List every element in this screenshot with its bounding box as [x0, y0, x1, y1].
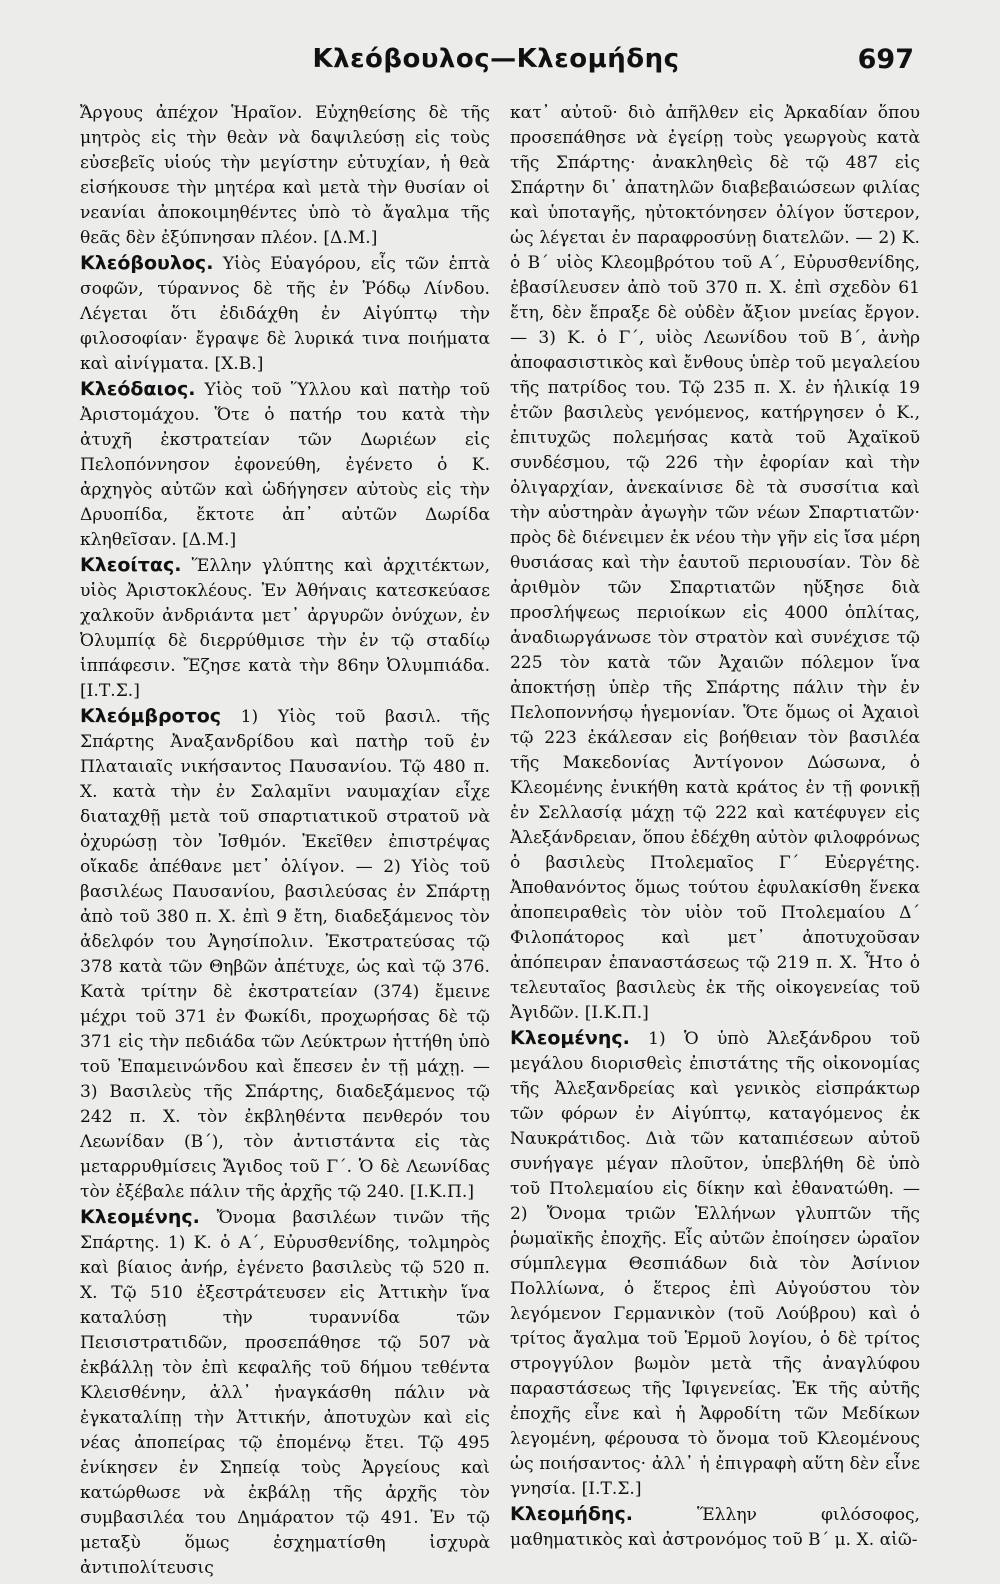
entry — [80, 1205, 490, 1581]
entry-text: Υἱὸς τοῦ Ὕλλου καὶ πατὴρ τοῦ Ἀριστομάχου. Ὅτε ὁ πατήρ του κατὰ τὴν ἀτυχῆ ἐκστρατείαν τῶν Δωριέων εἰς Πελοπόννησον ἐφονεύθη, ἐγένετο ὁ Κ. ἀρχηγὸς αὐτῶν καὶ ὡδήγησεν αὐτοὺς εἰς τὴν Δρυοπίδα, ἔκτοτε ἀπ᾽ αὐτῶν Δωρίδα κληθεῖσαν. [Δ.Μ.] — [80, 380, 490, 550]
entry-text: 1) Ὁ ὑπὸ Ἀλεξάνδρου τοῦ μεγάλου διορισθεὶς ἐπιστάτης τῆς οἰκονομίας τῆς Ἀλεξανδρείας καὶ γενικὸς εἰσπράκτωρ τῶν φόρων ἐν Αἰγύπτῳ, καταγόμενος ἐκ Ναυκράτιδος. Διὰ τῶν καταπιέσεων αὐτοῦ συνήγαγε μέγαν πλοῦτον, ὑπεβλήθη δὲ ὑπὸ τοῦ Πτολεμαίου εἰς δίκην καὶ ἐθανατώθη. — 2) Ὄνομα τριῶν Ἑλλήνων γλυπτῶν τῆς ῥωμαϊκῆς ἐποχῆς. Εἷς αὐτῶν ἐποίησεν ὡραῖον σύμπλεγμα Θεσπιάδων διὰ τὸν Ἀσίνιον Πολλίωνα, ὁ ἕτερος ἐπὶ Αὐγούστου τὸν λεγόμενον Γερμανικὸν (τοῦ Λούβρου) καὶ ὁ τρίτος ἄγαλμα τοῦ Ἑρμοῦ λογίου, ὁ δὲ τρίτος στρογγύλον βωμὸν μετὰ τῆς ἀναγλύφου παραστάσεως τῆς Ἰφιγενείας. Ἐκ τῆς αὐτῆς ἐποχῆς εἶνε καὶ ἡ Ἀφροδίτη τῶν Μεδίκων λεγομένη, φέρουσα τὸ ὄνομα τοῦ Κλεομένους ὡς ποιήσαντος· ἀλλ᾽ ἡ ἐπιγραφὴ αὕτη δὲν εἶνε γνησία. [Ι.Τ.Σ.] — [510, 1029, 920, 1499]
entry-text: Ὄνομα βασιλέων τινῶν τῆς Σπάρτης. 1) Κ. ὁ Α΄, Εὐρυσθενίδης, τολμηρὸς καὶ βίαιος ἀνήρ, ἐγένετο βασιλεὺς τῷ 520 π. Χ. Τῷ 510 ἐξεστράτευσεν εἰς Ἀττικὴν ἵνα καταλύσῃ τὴν τυραννίδα τῶν Πεισιστρατιδῶν, προσεπάθησε τῷ 507 νὰ ἐκβάλλῃ τὸν ἐπὶ κεφαλῆς τοῦ δήμου τεθέντα Κλεισθένην, ἀλλ᾽ ἠναγκάσθη πάλιν νὰ ἐγκαταλίπῃ τὴν Ἀττικήν, ἀποτυχὼν καὶ εἰς νέας ἀποπείρας τῷ ἐπομένῳ ἔτει. Τῷ 495 ἐνίκησεν ἐν Σηπείᾳ τοὺς Ἀργείους καὶ κατώρθωσε νὰ ἐκβάλῃ τῆς ἀρχῆς τὸν συμβασιλέα του Δημάρατον τῷ 491. Ἐν τῷ μεταξὺ ὅμως ἐσχηματίσθη ἰσχυρὰ ἀντιπολίτευσις — [80, 1208, 490, 1578]
entry-headword: Κλεομένης. — [80, 1206, 200, 1228]
entry-text: Ἄργους ἀπέχον Ἡραῖον. Εὐχηθείσης δὲ τῆς μητρὸς εἰς τὴν θεὰν νὰ δαψιλεύσῃ εἰς τοὺς εὐσεβεῖς υἱούς τὴν μεγίστην εὐτυχίαν, ἡ θεὰ εἰσήκουσε τὴν μητέρα καὶ μετὰ τὴν θυσίαν οἱ νεανίαι ἀποκοιμηθέντες ὑπὸ τὸ ἄγαλμα τῆς θεᾶς δὲν ἐξύπνησαν πλέον. [Δ.Μ.] — [80, 103, 490, 248]
entry — [80, 377, 490, 553]
entry-text: Ἕλλην φιλόσοφος, μαθηματικὸς καὶ ἀστρονόμος τοῦ Β΄ μ. Χ. αἰῶ- — [510, 1505, 920, 1550]
entry-headword: Κλεομήδης. — [510, 1503, 633, 1525]
page-header — [78, 44, 914, 84]
entry-headword: Κλεόδαιος. — [80, 378, 196, 400]
running-head: Κλεόβουλος—Κλεομήδης — [312, 44, 680, 74]
page-number: 697 — [857, 44, 914, 75]
entry-continuation — [510, 101, 920, 1026]
entry-text: κατ᾽ αὐτοῦ· διὸ ἀπῆλθεν εἰς Ἀρκαδίαν ὅπου προσεπάθησε νὰ ἐγείρῃ τοὺς γεωργοὺς κατὰ τῆς Σπάρτης· ἀνακληθεὶς δὲ τῷ 487 εἰς Σπάρτην δι᾽ ἀπατηλῶν διαβεβαιώσεων φιλίας καὶ ὑποταγῆς, ηὐτοκτόνησεν ὀλίγον ὕστερον, ὡς λέγεται ἐν παραφροσύνῃ διατελῶν. — 2) Κ. ὁ Β΄ υἱὸς Κλεομβρότου τοῦ Α΄, Εὐρυσθενίδης, ἐβασίλευσεν ἀπὸ τοῦ 370 π. Χ. ἐπὶ σχεδὸν 61 ἔτη, δὲν ἔπραξε δὲ οὐδὲν ἄξιον μνείας ἔργον. — 3) Κ. ὁ Γ΄, υἱὸς Λεωνίδου τοῦ Β΄, ἀνὴρ ἀποφασιστικὸς καὶ ἔνθους ὑπὲρ τοῦ μεγαλείου τῆς πατρίδος του. Τῷ 235 π. Χ. ἐν ἡλικίᾳ 19 ἐτῶν βασιλεὺς γενόμενος, κατήργησεν ὁ Κ., ἐπιτυχῶς πολεμήσας κατὰ τοῦ Ἀχαϊκοῦ συνδέσμου, τῷ 226 τὴν ἐφορίαν καὶ τὴν ὀλιγαρχίαν, ἀνεκαίνισε δὲ τὰ συσσίτια καὶ τὴν αὐστηρὰν ἀγωγὴν τῶν νέων Σπαρτιατῶν· πρὸς δὲ διένειμεν ἐκ νέου τὴν γῆν εἰς ἴσα μέρη θυσιάσας καὶ τὴν ἑαυτοῦ περιουσίαν. Τὸν δὲ ἀριθμὸν τῶν Σπαρτιατῶν ηὔξησε διὰ προσλήψεως περιοίκων εἰς 4000 ὁπλίτας, ἀναδιωργάνωσε τὸν στρατὸν καὶ συνέχισε τῷ 225 τὸν κατὰ τῶν Ἀχαιῶν πόλεμον ἵνα ἀποκτήσῃ ὑπὲρ τῆς Σπάρτης πάλιν τὴν ἐν Πελοποννήσῳ ἡγεμονίαν. Ὅτε ὅμως οἱ Ἀχαιοὶ τῷ 223 ἐκάλεσαν εἰς βοήθειαν τὸν βασιλέα τῆς Μακεδονίας Ἀντίγονον Δώσωνα, ὁ Κλεομένης ἐνικήθη κατὰ κράτος ἐν τῇ φονικῇ ἐν Σελλασίᾳ μάχῃ τῷ 222 καὶ κατέφυγεν εἰς Ἀλεξάνδρειαν, ὅπου ἐδέχθη αὐτὸν φιλοφρόνως ὁ βασιλεὺς Πτολεμαῖος Γ΄ Εὐεργέτης. Ἀποθανόντος ὅμως τούτου ἐφυλακίσθη ἕνεκα ἀποπειραθεὶς τὸν υἱὸν τοῦ Πτολεμαίου Δ΄ Φιλοπάτορος καὶ μετ᾽ ἀποτυχοῦσαν ἀπόπειραν ἐπαναστάσεως τῷ 219 π. Χ. Ἦτο ὁ τελευταῖος βασιλεὺς ἐκ τῆς οἰκογενείας τοῦ Ἀγιδῶν. [Ι.Κ.Π.] — [510, 103, 920, 1023]
entry — [80, 553, 490, 704]
entry — [510, 1026, 920, 1502]
entry-headword: Κλεόβουλος. — [80, 252, 214, 274]
entry-text: Υἱὸς Εὐαγόρου, εἷς τῶν ἑπτὰ σοφῶν, τύραννος δὲ τῆς ἐν Ῥόδῳ Λίνδου. Λέγεται ὅτι ἐδιδάχθη ἐν Αἰγύπτῳ τὴν φιλοσοφίαν· ἔγραψε δὲ λυρικά τινα ποιήματα καὶ αἰνίγματα. [Χ.Β.] — [80, 254, 490, 374]
entry — [80, 704, 490, 1205]
entry-text: Ἕλλην γλύπτης καὶ ἀρχιτέκτων, υἱὸς Ἀριστοκλέους. Ἐν Ἀθήναις κατεσκεύασε χαλκοῦν ἀνδριάντα μετ᾽ ἀργυρῶν ὀνύχων, ἐν Ὀλυμπίᾳ δὲ διερρύθμισε τὴν ἐν τῷ σταδίῳ ἱππάφεσιν. Ἔζησε κατὰ τὴν 86ην Ὀλυμπιάδα. [Ι.Τ.Σ.] — [80, 556, 490, 701]
left-column — [80, 101, 490, 1581]
entry-headword: Κλεομένης. — [510, 1027, 630, 1049]
right-column — [510, 101, 920, 1553]
entry — [510, 1502, 920, 1553]
entry-headword: Κλεόμβροτος — [80, 705, 222, 727]
entry-headword: Κλεοίτας. — [80, 554, 182, 576]
entry-text: 1) Υἱὸς τοῦ βασιλ. τῆς Σπάρτης Ἀναξανδρίδου καὶ πατὴρ τοῦ ἐν Πλαταιαῖς νικήσαντος Παυσανίου. Τῷ 480 π. Χ. κατὰ τὴν ἐν Σαλαμῖνι ναυμαχίαν εἶχε διαταχθῇ μετὰ τοῦ σπαρτιατικοῦ στρατοῦ νὰ ὀχυρώσῃ τὸν Ἰσθμόν. Ἐκεῖθεν ἐπιστρέψας οἴκαδε ἀπέθανε μετ᾽ ὀλίγον. — 2) Υἱὸς τοῦ βασιλέως Παυσανίου, βασιλεύσας ἐν Σπάρτῃ ἀπὸ τοῦ 380 π. Χ. ἐπὶ 9 ἔτη, διαδεξάμενος τὸν ἀδελφόν του Ἀγησίπολιν. Ἐκστρατεύσας τῷ 378 κατὰ τῶν Θηβῶν ἀπέτυχε, ὡς καὶ τῷ 376. Κατὰ τρίτην δὲ ἐκστρατείαν (374) ἔμεινε μέχρι τοῦ 371 ἐν Φωκίδι, προχωρήσας δὲ τῷ 371 εἰς τὴν πεδιάδα τῶν Λεύκτρων ἡττήθη ὑπὸ τοῦ Ἐπαμεινώνδου καὶ ἔπεσεν ἐν τῇ μάχῃ. — 3) Βασιλεὺς τῆς Σπάρτης, διαδεξάμενος τῷ 242 π. Χ. τὸν ἐκβληθέντα πενθερόν του Λεωνίδαν (Β΄), τὸν ἀντιστάντα εἰς τὰς μεταρρυθμίσεις Ἄγιδος τοῦ Γ΄. Ὁ δὲ Λεωνίδας τὸν ἐξέβαλε πάλιν τῆς ἀρχῆς τῷ 240. [Ι.Κ.Π.] — [80, 707, 490, 1202]
entry-continuation — [80, 101, 490, 251]
entry — [80, 251, 490, 377]
